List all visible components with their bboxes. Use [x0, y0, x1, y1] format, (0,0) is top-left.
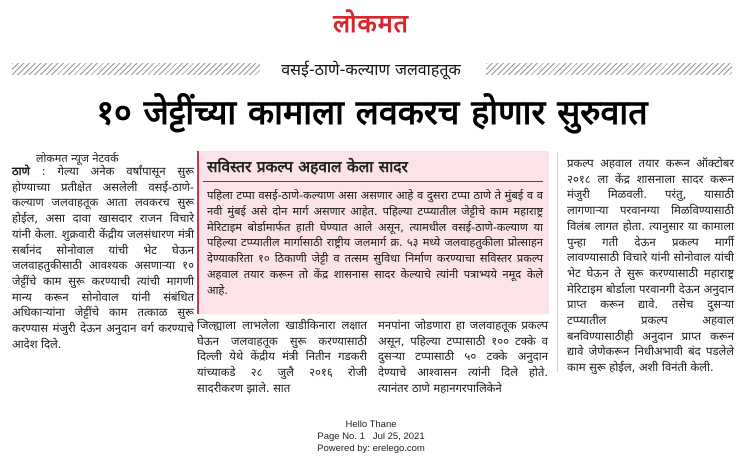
article-column-1: [12, 164, 194, 352]
footer-powered[interactable]: Powered by: erelego.com: [317, 443, 425, 454]
column-divider: [557, 152, 558, 372]
footer-page-line: [0, 431, 742, 443]
article-column-3: मनपांना जोडणारा हा जलवाहतूक प्रकल्प असून, पहिल्या टप्पासाठी १०० टक्के व दुसऱ्या टप्पासाठी ५० टक्के अनुदान देण्याचे आश्वासन त्यांनी दिले होते. त्यानंतर ठाणे महानगरपालिकेने: [378, 318, 548, 395]
page-footer: [0, 419, 742, 455]
masthead-logo: लोकमत: [333, 9, 409, 38]
byline: लोकमत न्यूज नेटवर्क: [36, 152, 119, 165]
footer-date: Jul 25, 2021: [372, 431, 425, 442]
headline: १० जेट्टींच्या कामाला लवकरच होणार सुरुवात: [96, 93, 648, 133]
footer-edition: Hello Thane: [345, 419, 397, 430]
article-column-4: प्रकल्प अहवाल तयार करून ऑक्टोबर २०१८ ला केंद्र शासनाला सादर करून मंजुरी मिळवली. परंतु, यासाठी लागणाऱ्या परवानग्या मिळविण्यासाठी विलंब लागत होता. त्यानुसार या कामाला पुन्हा गती देऊन प्रकल्प मार्गी लावण्यासाठी विचारे यांनी सोनोवाल यांची भेट घेऊन ते सुरू करण्यासाठी महाराष्ट्र मेरिटाइम बोर्डाला परवानगी देऊन अनुदान प्राप्त करून द्यावे. तसेच दुसऱ्या टप्प्यातील प्रकल्प अहवाल बनविण्यासाठीही अनुदान प्राप्त करून द्यावे जेणेकरून निधीअभावी बंद पडलेले काम सुरू होईल, अशी विनंती केली.: [567, 156, 734, 375]
footer-page: Page No. 1: [317, 431, 365, 442]
box-divider: [203, 181, 543, 182]
highlight-box: [197, 151, 549, 314]
dateline: ठाणे: [12, 164, 30, 178]
box-title: सविस्तर प्रकल्प अहवाल केला सादर: [207, 158, 408, 176]
article-column-2: जिल्ह्याला लाभलेला खाडीकिनारा लक्षात घेऊन जलवाहतूक सुरू करण्यासाठी दिल्ली येथे केंद्रीय मंत्री नितीन गडकरी यांच्याकडे २८ जुलै २०१६ रोजी सादरीकरण झाले. सात: [197, 318, 367, 395]
kicker: वसई-ठाणे-कल्याण जलवाहतूक: [281, 60, 461, 79]
box-text: पहिला टप्पा वसई-ठाणे-कल्याण असा असणार आहे व दुसरा टप्पा ठाणे ते मुंबई व व नवी मुंबई असे दोन मार्ग असणार आहेत. पहिल्या टप्प्यातील जेट्टीचे काम महाराष्ट्र मेरिटाइम बोर्डामार्फत हाती घेण्यात आले असून, त्यामधील वसई-ठाणे-कल्याण या पहिल्या टप्प्यातील मार्गासाठी राष्ट्रीय जलमार्ग क्र. ५३ मध्ये जलवाहतुकीला प्रोत्साहन देण्याकरिता १० ठिकाणी जेट्टी व तत्सम सुविधा निर्माण करण्याचा सविस्तर प्रकल्प अहवाल तयार करून तो केंद्र शासनास सादर केल्याचे त्यांनी पत्राभ्यये नमूद केले आहे.: [207, 189, 543, 297]
column-1-text: : गेल्या अनेक वर्षांपासून सुरू होण्याच्या प्रतीक्षेत असलेली वसई-ठाणे-कल्याण जलवाहतूक आता लवकरच सुरू होईल, असा दावा खासदार राजन विचारे यांनी केला. शुक्रवारी केंद्रीय जलसंधारण मंत्री सर्बानंद सोनोवाल यांची भेट घेऊन जलवाहतुकीसाठी आवश्यक असणाऱ्या १० जेट्टींचे काम सुरू करण्याची त्यांची मागणी मान्य करून सोनोवाल यांनी संबंधित अधिकाऱ्यांना जेट्टींचे काम तत्काळ सुरू करण्यास मंजुरी देऊन अनुदान वर्ग करण्याचे आदेश दिले.: [12, 164, 194, 351]
